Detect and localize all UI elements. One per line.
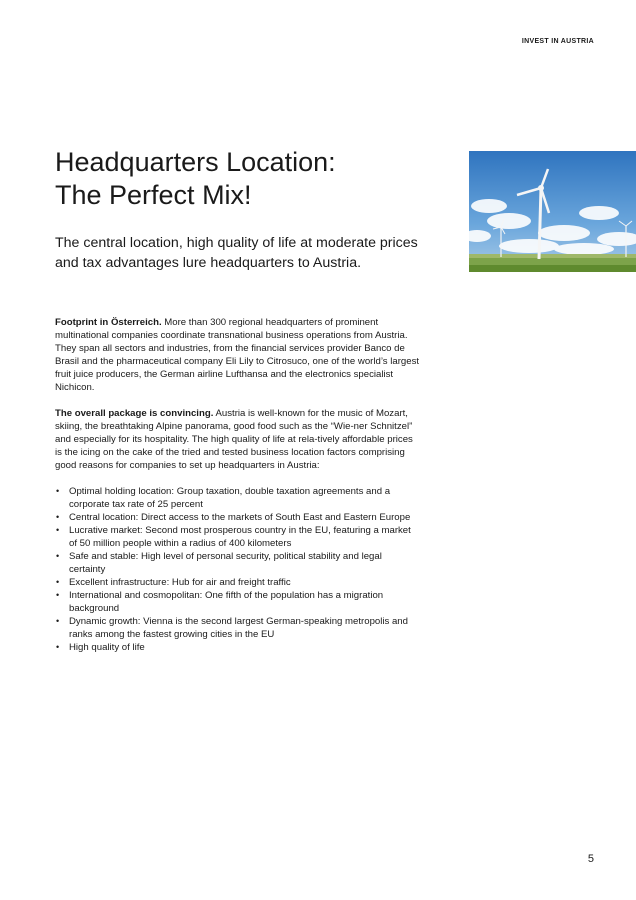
list-item [55,589,420,615]
list-item-text: Lucrative market: Second most prosperous country in the EU, featuring a market of 50 million people within a radius of 400 kilometers [69,525,411,549]
list-item-text: Central location: Direct access to the markets of South East and Eastern Europe [69,512,411,523]
list-item-text: Safe and stable: High level of personal security, political stability and legal certainty [69,551,382,575]
list-item [55,576,420,589]
list-item [55,485,420,511]
page-number: 5 [587,853,594,865]
list-item [55,641,420,654]
wind-turbine-photo [469,151,636,272]
list-item [55,524,420,550]
bullet-icon: • [56,642,60,652]
paragraph-footprint [55,316,420,394]
page-title-line-2: The Perfect Mix! [55,180,252,210]
list-item-text: Dynamic growth: Vienna is the second largest German-speaking metropolis and ranks among the fastest growing cities in the EU [69,616,408,640]
advantages-list [55,485,420,654]
paragraph-lead: The overall package is convincing. [55,408,214,419]
list-item-text: High quality of life [69,642,145,653]
page-title [55,146,435,212]
list-item [55,550,420,576]
page-title-line-1: Headquarters Location: [55,147,336,177]
bullet-icon: • [56,551,60,561]
list-item [55,511,420,524]
wind-turbine-illustration [469,151,636,272]
bullet-icon: • [56,525,60,535]
body-content [55,316,420,654]
paragraph-overall-package [55,407,420,472]
list-item-text: International and cosmopolitan: One fifth of the population has a migration background [69,590,384,614]
list-item-text: Excellent infrastructure: Hub for air and freight traffic [69,577,291,588]
paragraph-text: Austria is well-known for the music of Mozart, skiing, the breathtaking Alpine panorama, good food such as the “Wie-ner Schnitzel” and especially for its hospitality. The high quality of life at rela-tively affordable prices is the icing on the cake of the tried and tested business location factors comprising good reasons for companies to set up headquarters in Austria: [55,408,413,471]
page-subtitle: The central location, high quality of life at moderate prices and tax advantages lure headquarters to Austria. [55,235,418,271]
bullet-icon: • [56,577,60,587]
paragraph-lead: Footprint in Österreich. [55,317,162,328]
bullet-icon: • [56,512,60,522]
bullet-icon: • [56,590,60,600]
list-item-text: Optimal holding location: Group taxation, double taxation agreements and a corporate tax rate of 25 percent [69,486,391,510]
section-label: INVEST IN AUSTRIA [521,38,594,45]
bullet-icon: • [56,486,60,496]
bullet-icon: • [56,616,60,626]
paragraph-text: More than 300 regional headquarters of prominent multinational companies coordinate transnational business operations from Austria. They span all sectors and industries, from the financial services provider Banco de Brasil and the pharmaceutical company Eli Lily to Citrosuco, one of the world’s largest fruit juice producers, the German airline Lufthansa and the electronics specialist Nichicon. [55,317,420,393]
list-item [55,615,420,641]
